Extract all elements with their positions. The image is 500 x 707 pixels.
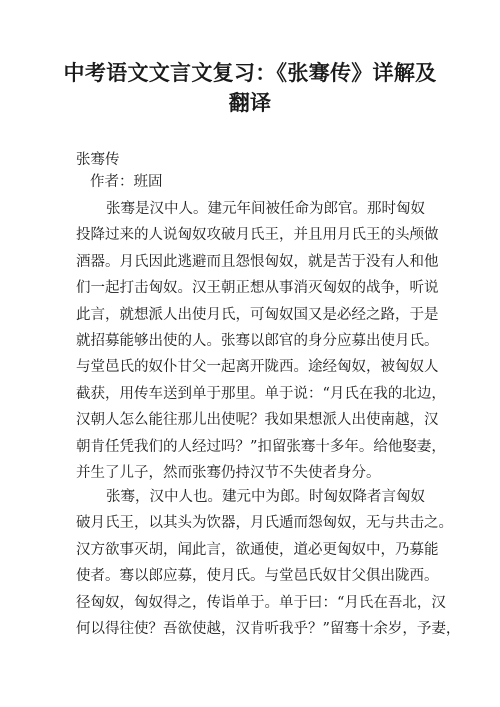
paragraph-line: 酒器。月氏因此逃避而且怨恨匈奴，就是苦于没有人和他 — [76, 253, 439, 270]
paragraph-line: 截获，用传车送到单于那里。单于说：“月氏在我的北边， — [76, 385, 446, 402]
paragraph-line: 破月氏王，以其头为饮器，月氏遁而怨匈奴，无与共击之。 — [76, 515, 453, 532]
paragraph-line: 张骞，汉中人也。建元中为郎。时匈奴降者言匈奴 — [106, 489, 425, 505]
title-line: 中考语文文言文复习：《张骞传》详解及 — [63, 60, 437, 85]
paragraph-line: 朝肯任凭我们的人经过吗？”扣留张骞十多年。给他娶妻， — [76, 438, 446, 455]
text-name: 张骞传 — [76, 152, 120, 168]
title-line: 翻译 — [228, 90, 272, 115]
document-title — [60, 58, 440, 118]
paragraph-line: 张骞是汉中人。建元年间被任命为郎官。那时匈奴 — [106, 201, 425, 217]
paragraph-line: 何以得往使？吾欲使越，汉肯听我乎？”留骞十余岁，予妻， — [76, 621, 461, 638]
paragraph-line: 投降过来的人说匈奴攻破月氏王，并且用月氏王的头颅做 — [76, 227, 439, 244]
paragraph-line: 径匈奴，匈奴得之，传诣单于。单于曰：“月氏在吾北，汉 — [76, 594, 446, 611]
paragraph-original — [76, 484, 461, 642]
paragraph-line: 并生了儿子，然而张骞仍持汉节不失使者身分。 — [76, 465, 381, 482]
paragraph-line: 与堂邑氏的奴仆甘父一起离开陇西。途经匈奴，被匈奴人 — [76, 359, 439, 376]
paragraph-line: 汉朝人怎么能往那儿出使呢？我如果想派人出使南越，汉 — [76, 412, 439, 429]
paragraph-line: 就招募能够出使的人。张骞以郎官的身分应募出使月氏。 — [76, 333, 439, 350]
paragraph-line: 此言，就想派人出使月氏，可匈奴国又是必经之路，于是 — [76, 306, 439, 323]
paragraph-line: 使者。骞以郎应募，使月氏。与堂邑氏奴甘父俱出陇西。 — [76, 568, 439, 585]
paragraph-line: 汉方欲事灭胡，闻此言，欲通使，道必更匈奴中，乃募能 — [76, 541, 439, 558]
author-line: 作者：班固 — [90, 174, 163, 190]
paragraph-line: 们一起打击匈奴。汉王朝正想从事消灭匈奴的战争，听说 — [76, 280, 439, 297]
paragraph-translation — [76, 196, 446, 486]
